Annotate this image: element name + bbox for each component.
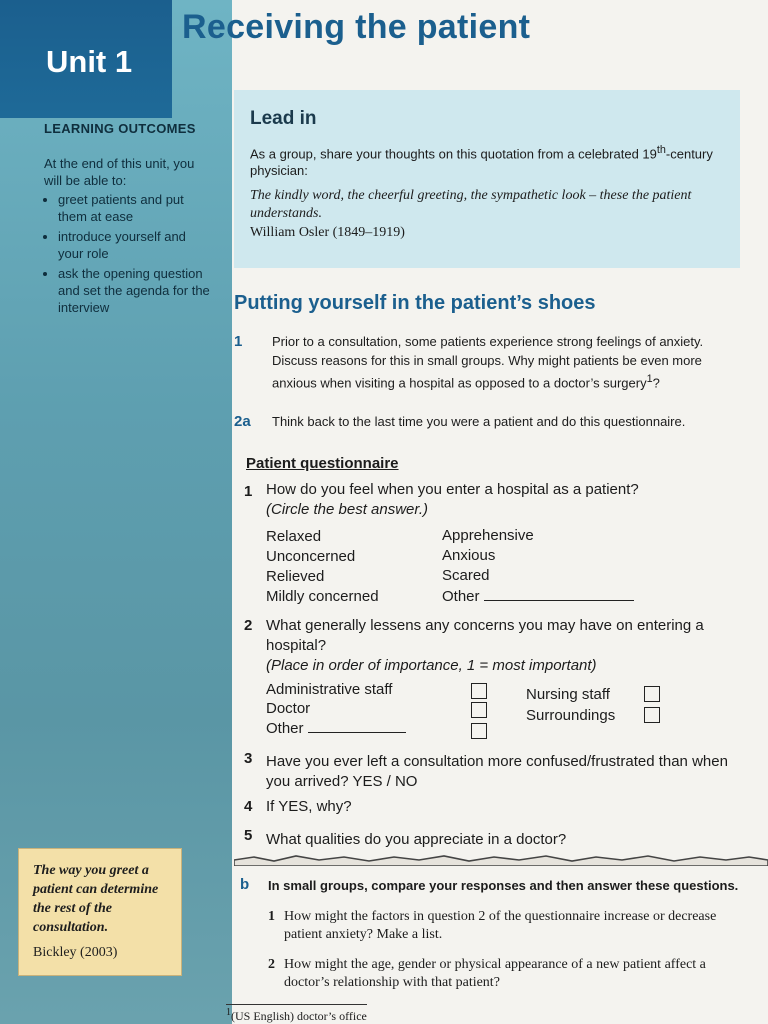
task-1 (234, 332, 744, 392)
question-4-text: If YES, why? (266, 798, 352, 815)
unit-label: Unit 1 (46, 44, 133, 79)
rank-box-other[interactable] (471, 723, 487, 739)
task-text: Think back to the last time you were a patient and do this questionnaire. (272, 414, 686, 429)
option-apprehensive[interactable]: Apprehensive (442, 527, 534, 544)
quote-citation: Bickley (2003) (33, 945, 118, 960)
outcomes-intro: At the end of this unit, you will be able to: (44, 156, 195, 188)
lead-in-author: William Osler (1849–1919) (250, 225, 405, 241)
lead-in-prompt-tail: -century physician: (250, 146, 713, 179)
rank-box-doctor[interactable] (471, 702, 487, 718)
task-2a (234, 412, 744, 431)
task-number: 1 (234, 333, 243, 350)
question-number: 5 (244, 827, 253, 844)
option-unconcerned[interactable]: Unconcerned (266, 548, 356, 565)
part-b-item-1 (268, 908, 748, 944)
footnote-mark: 1 (226, 1007, 231, 1018)
question-number: 4 (244, 798, 253, 815)
outcome-item: • introduce yourself and your role (58, 228, 214, 262)
option-other-label: Other (266, 720, 304, 737)
lead-in-quote: The kindly word, the cheerful greeting, the sympathetic look – these the patient understands. (250, 188, 692, 222)
outcome-item: • greet patients and put them at ease (58, 191, 214, 225)
task-text-tail: ? (652, 375, 660, 391)
outcome-item: • ask the opening question and set the agenda for the interview (58, 265, 214, 316)
question-1-instruction: (Circle the best answer.) (266, 501, 428, 518)
questionnaire-title: Patient questionnaire (246, 455, 399, 472)
rank-box-nursing[interactable] (644, 686, 660, 702)
page-title: Receiving the patient (182, 8, 531, 46)
item-number: 1 (268, 909, 275, 924)
lead-in-heading: Lead in (250, 108, 317, 129)
option-relieved[interactable]: Relieved (266, 568, 325, 585)
option-surroundings: Surroundings (526, 707, 616, 724)
torn-paper-edge (234, 852, 768, 866)
option-scared[interactable]: Scared (442, 567, 490, 584)
option-relaxed[interactable]: Relaxed (266, 528, 322, 545)
footnote (226, 1004, 367, 1024)
part-b-label: b (240, 876, 250, 893)
option-anxious[interactable]: Anxious (442, 547, 496, 564)
patient-questionnaire (234, 440, 744, 860)
rank-box-administrative[interactable] (471, 683, 487, 699)
item-number: 2 (268, 957, 275, 972)
lead-in-prompt-text: As a group, share your thoughts on this quotation from a celebrated 19 (250, 146, 657, 162)
outcomes-list (44, 191, 214, 316)
quote-box (18, 848, 182, 976)
item-text: How might the factors in question 2 of the questionnaire increase or decrease patient anxiety? Make a list. (284, 909, 717, 942)
option-other-label: Other (442, 588, 480, 605)
question-number: 3 (244, 750, 253, 767)
rank-box-surroundings[interactable] (644, 707, 660, 723)
option-other-2 (266, 719, 406, 739)
question-1-text: How do you feel when you enter a hospital as a patient? (266, 481, 639, 498)
lead-in-box (234, 90, 740, 268)
lead-in-prompt-sup: th (656, 144, 666, 156)
task-text-main: Prior to a consultation, some patients experience strong feelings of anxiety. Discuss reasons for this in small groups. Why might patients be even more anxious when visiting a hospital as opposed to a doctor’s surgery (272, 334, 704, 391)
question-2-instruction: (Place in order of importance, 1 = most important) (266, 657, 597, 674)
item-text: How might the age, gender or physical appearance of a new patient affect a doctor’s relationship with that patient? (284, 957, 706, 990)
question-number: 1 (244, 483, 253, 500)
option-doctor: Doctor (266, 700, 311, 717)
option-other[interactable] (442, 587, 634, 607)
option-administrative-staff: Administrative staff (266, 681, 393, 698)
footnote-text: (US English) doctor’s office (231, 1009, 367, 1023)
question-2-text: What generally lessens any concerns you may have on entering a hospital? (266, 617, 704, 654)
learning-outcomes (44, 120, 214, 319)
question-number: 2 (244, 617, 253, 634)
part-b-text: In small groups, compare your responses and then answer these questions. (268, 878, 739, 893)
question-5-text: What qualities do you appreciate in a doctor? (266, 831, 567, 848)
outcomes-heading: LEARNING OUTCOMES (44, 121, 196, 136)
part-b-item-2 (268, 956, 748, 992)
task-number: 2a (234, 413, 251, 430)
lead-in-prompt (250, 142, 726, 179)
unit-band (0, 0, 172, 118)
question-3-text: Have you ever left a consultation more confused/frustrated than when you arrived? YES / NO (266, 753, 728, 790)
option-nursing-staff: Nursing staff (526, 686, 610, 703)
sidebar (0, 0, 232, 1024)
quote-text: The way you greet a patient can determine the rest of the consultation. (33, 863, 159, 935)
option-mildly-concerned[interactable]: Mildly concerned (266, 588, 379, 605)
answer-line[interactable] (308, 732, 406, 733)
task-text (272, 332, 744, 392)
answer-line[interactable] (484, 600, 634, 601)
section-heading: Putting yourself in the patient’s shoes (234, 292, 596, 314)
task-footnote-mark: 1 (646, 373, 653, 385)
